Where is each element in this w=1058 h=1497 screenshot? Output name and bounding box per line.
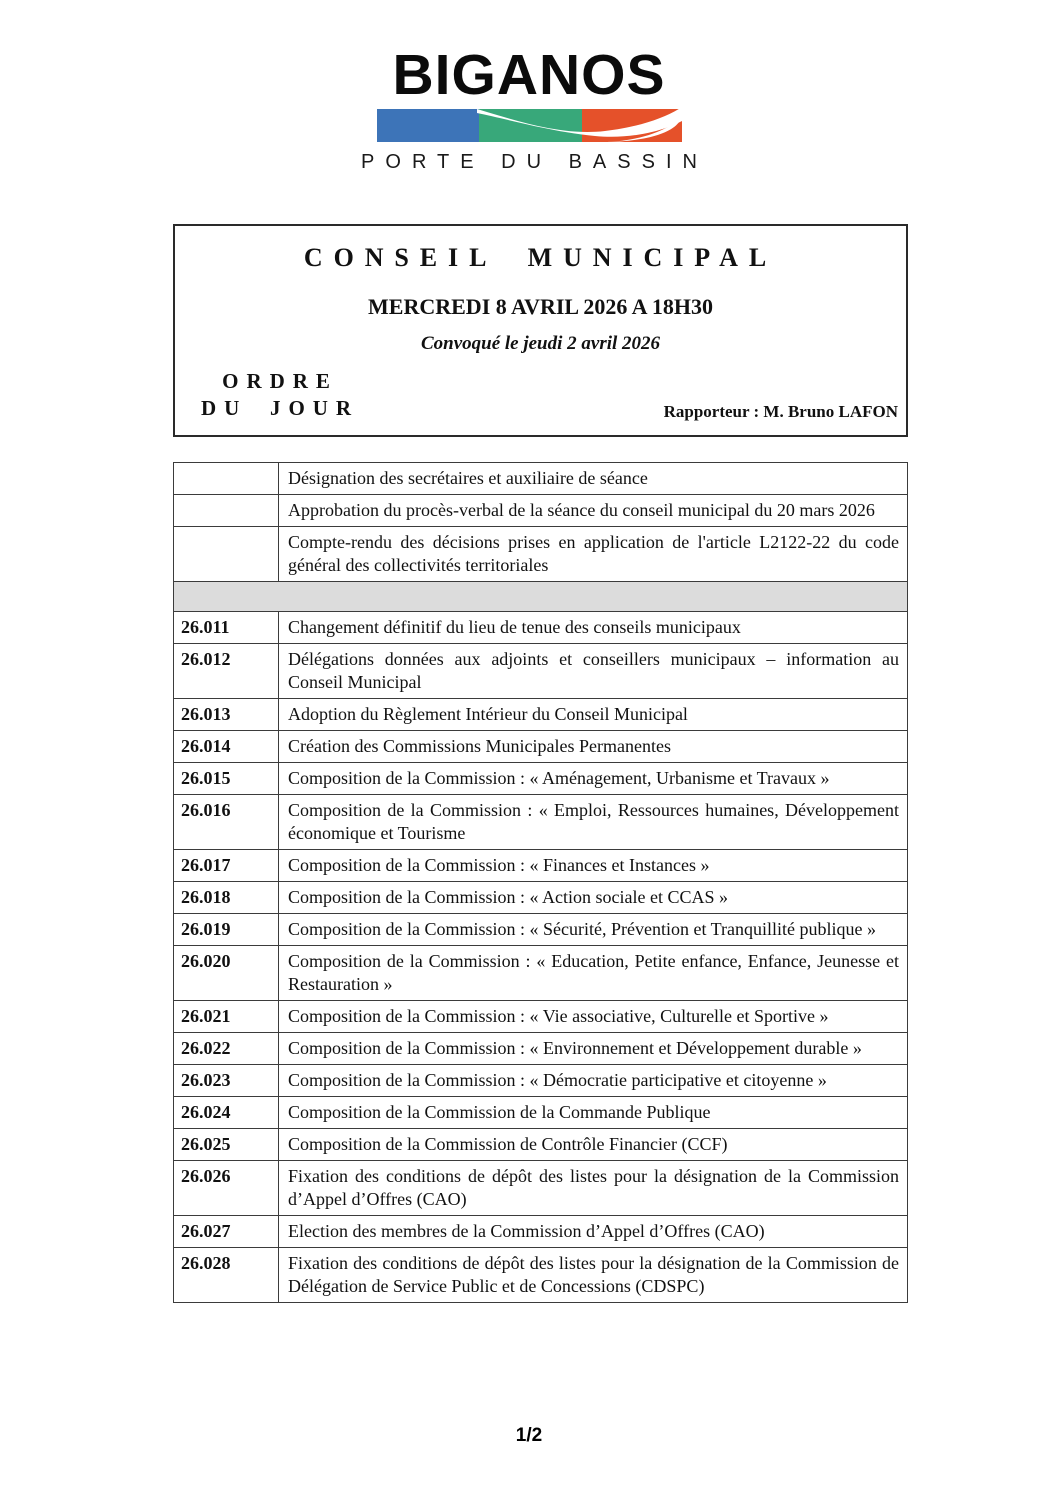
logo-biganos-wordmark: BIGANOS [392, 43, 666, 107]
item-number: 26.028 [174, 1248, 279, 1303]
item-description: Composition de la Commission : « Action sociale et CCAS » [279, 882, 908, 914]
item-number: 26.013 [174, 699, 279, 731]
item-number: 26.019 [174, 914, 279, 946]
item-description: Composition de la Commission : « Emploi, Ressources humaines, Développement économique et Tourisme [279, 795, 908, 850]
item-description: Adoption du Règlement Intérieur du Conseil Municipal [279, 699, 908, 731]
item-number: 26.014 [174, 731, 279, 763]
ordre-du-jour-label [201, 368, 359, 423]
item-number: 26.025 [174, 1129, 279, 1161]
table-row [174, 1033, 908, 1065]
item-description: Composition de la Commission : « Education, Petite enfance, Enfance, Jeunesse et Restauration » [279, 946, 908, 1001]
table-row [174, 612, 908, 644]
item-description: Création des Commissions Municipales Permanentes [279, 731, 908, 763]
agenda-table [173, 462, 908, 1303]
item-description: Election des membres de la Commission d’Appel d’Offres (CAO) [279, 1216, 908, 1248]
logo-color-bar [377, 109, 682, 142]
separator-cell [174, 582, 908, 612]
ordre-line: ORDRE [222, 368, 338, 393]
separator-row [174, 582, 908, 612]
item-description: Composition de la Commission : « Sécurité, Prévention et Tranquillité publique » [279, 914, 908, 946]
page-number: 1/2 [515, 1425, 543, 1446]
table-row [174, 1216, 908, 1248]
table-row [174, 463, 908, 495]
item-description: Approbation du procès-verbal de la séance du conseil municipal du 20 mars 2026 [279, 495, 908, 527]
meeting-date: MERCREDI 8 AVRIL 2026 A 18H30 [368, 294, 713, 319]
header-box-bottom [175, 368, 906, 435]
item-number: 26.017 [174, 850, 279, 882]
item-description: Composition de la Commission de la Commande Publique [279, 1097, 908, 1129]
table-row [174, 1161, 908, 1216]
rapporteur-label: Rapporteur : M. Bruno LAFON [663, 402, 898, 421]
meeting-title: CONSEIL MUNICIPAL [303, 243, 778, 272]
table-row [174, 1129, 908, 1161]
item-description: Composition de la Commission : « Finances et Instances » [279, 850, 908, 882]
item-description: Changement définitif du lieu de tenue des conseils municipaux [279, 612, 908, 644]
table-row [174, 495, 908, 527]
item-description: Fixation des conditions de dépôt des listes pour la désignation de la Commission d’Appel d’Offres (CAO) [279, 1161, 908, 1216]
table-row [174, 914, 908, 946]
table-row [174, 699, 908, 731]
table-row [174, 850, 908, 882]
table-row [174, 1065, 908, 1097]
item-number: 26.015 [174, 763, 279, 795]
item-description: Délégations données aux adjoints et conseillers municipaux – information au Conseil Municipal [279, 644, 908, 699]
item-number: 26.021 [174, 1001, 279, 1033]
logo-wave-icon [377, 109, 682, 142]
table-row [174, 731, 908, 763]
table-row [174, 946, 908, 1001]
table-row [174, 1001, 908, 1033]
table-row [174, 1248, 908, 1303]
item-number [174, 463, 279, 495]
item-number: 26.023 [174, 1065, 279, 1097]
item-number: 26.022 [174, 1033, 279, 1065]
item-number: 26.024 [174, 1097, 279, 1129]
item-description: Composition de la Commission : « Aménagement, Urbanisme et Travaux » [279, 763, 908, 795]
item-number: 26.020 [174, 946, 279, 1001]
item-number: 26.016 [174, 795, 279, 850]
item-description: Fixation des conditions de dépôt des listes pour la désignation de la Commission de Délégation de Service Public et de Concessions (CDSPC) [279, 1248, 908, 1303]
item-number: 26.012 [174, 644, 279, 699]
item-description: Désignation des secrétaires et auxiliaire de séance [279, 463, 908, 495]
item-number [174, 495, 279, 527]
convocation-line: Convoqué le jeudi 2 avril 2026 [420, 333, 661, 354]
logo-tagline: PORTE DU BASSIN [361, 150, 708, 173]
item-description: Composition de la Commission : « Démocratie participative et citoyenne » [279, 1065, 908, 1097]
header-box [173, 224, 908, 437]
item-description: Composition de la Commission : « Vie associative, Culturelle et Sportive » [279, 1001, 908, 1033]
item-number: 26.027 [174, 1216, 279, 1248]
item-description: Composition de la Commission : « Environnement et Développement durable » [279, 1033, 908, 1065]
item-description: Compte-rendu des décisions prises en application de l'article L2122-22 du code général des collectivités territoriales [279, 527, 908, 582]
item-number: 26.018 [174, 882, 279, 914]
du-jour-line: DU JOUR [201, 396, 360, 421]
table-row [174, 763, 908, 795]
logo [0, 43, 1058, 174]
table-row [174, 527, 908, 582]
item-number: 26.026 [174, 1161, 279, 1216]
item-number [174, 527, 279, 582]
table-row [174, 1097, 908, 1129]
table-row [174, 644, 908, 699]
table-row [174, 795, 908, 850]
table-row [174, 882, 908, 914]
item-number: 26.011 [174, 612, 279, 644]
item-description: Composition de la Commission de Contrôle Financier (CCF) [279, 1129, 908, 1161]
